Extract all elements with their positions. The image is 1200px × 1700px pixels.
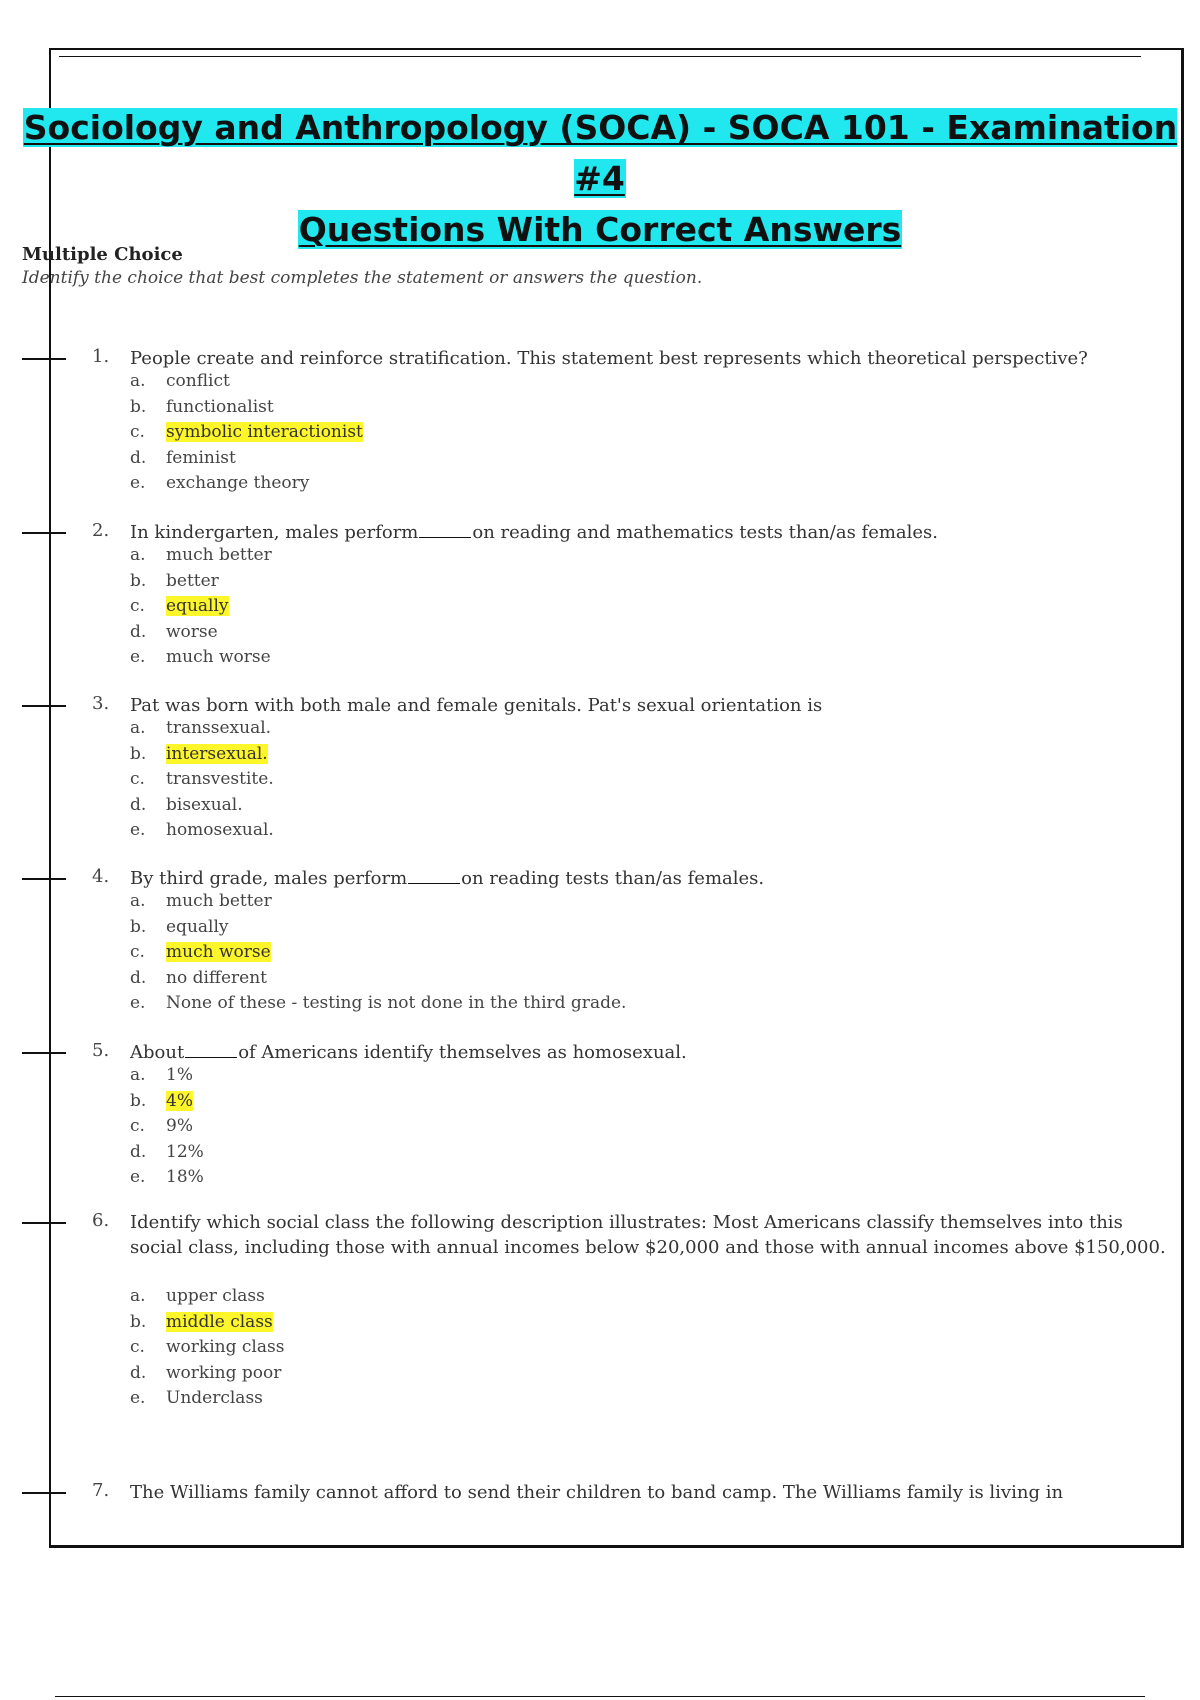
- choice-text: much better: [166, 545, 272, 565]
- choice-letter: b.: [130, 1312, 147, 1332]
- footer-rule: [55, 1696, 1145, 1697]
- document-title: [0, 102, 1200, 255]
- choice-letter: b.: [130, 397, 147, 417]
- question-text-part: of Americans identify themselves as homosexual.: [238, 1042, 687, 1063]
- question-text-part: on reading tests than/as females.: [461, 868, 765, 889]
- choice-text: better: [166, 571, 219, 591]
- choice-letter: c.: [130, 596, 145, 616]
- title-line-2: Questions With Correct Answers: [298, 210, 902, 249]
- question-number: 5.: [92, 1040, 110, 1061]
- choice-letter: d.: [130, 968, 147, 988]
- question-text: [130, 693, 1166, 718]
- choice-letter: e.: [130, 647, 146, 667]
- choice-text: no different: [166, 968, 268, 988]
- choice-text: transvestite.: [166, 769, 274, 789]
- choice-letter: b.: [130, 917, 147, 937]
- top-rule: [59, 56, 1141, 57]
- title-line-1: Sociology and Anthropology (SOCA) - SOCA 101 - Examination #4: [23, 108, 1178, 198]
- question-text: [130, 520, 1166, 545]
- answer-blank[interactable]: [22, 705, 66, 707]
- question-text: [130, 346, 1166, 371]
- correct-answer-highlight: 4%: [166, 1091, 193, 1111]
- correct-answer-highlight: intersexual.: [166, 744, 268, 764]
- question-text: [130, 1210, 1166, 1260]
- choice-text: 9%: [166, 1116, 193, 1136]
- choice-text: conflict: [166, 371, 230, 391]
- fill-in-blank: [408, 869, 460, 884]
- choice-letter: c.: [130, 1116, 145, 1136]
- choice-text: homosexual.: [166, 820, 274, 840]
- choice-letter: e.: [130, 1388, 146, 1408]
- choice-text: working poor: [166, 1363, 282, 1383]
- correct-answer-highlight: equally: [166, 596, 229, 616]
- question-text-part: About: [130, 1042, 185, 1063]
- answer-blank[interactable]: [22, 878, 66, 880]
- choice-letter: d.: [130, 448, 147, 468]
- choice-text: Underclass: [166, 1388, 263, 1408]
- question-number: 7.: [92, 1480, 110, 1501]
- correct-answer-highlight: symbolic interactionist: [166, 422, 363, 442]
- choice-letter: d.: [130, 1363, 147, 1383]
- choice-letter: b.: [130, 571, 147, 591]
- choice-text: transsexual.: [166, 718, 272, 738]
- choice-text: bisexual.: [166, 795, 243, 815]
- choice-text: worse: [166, 622, 218, 642]
- answer-blank[interactable]: [22, 1052, 66, 1054]
- choice-letter: c.: [130, 422, 145, 442]
- answer-blank[interactable]: [22, 1492, 66, 1494]
- question-number: 3.: [92, 693, 110, 714]
- question-text-part: Identify which social class the following description illustrates: Most Americans classify themselves into this social class, including those with annual incomes below $20,000 and those with annual incomes above $150,000.: [130, 1212, 1166, 1258]
- choice-letter: a.: [130, 371, 146, 391]
- question-number: 2.: [92, 520, 110, 541]
- section-heading: Multiple Choice: [22, 244, 183, 265]
- choice-text: equally: [166, 917, 229, 937]
- choice-letter: c.: [130, 942, 145, 962]
- choice-letter: a.: [130, 1286, 146, 1306]
- choice-text: 18%: [166, 1167, 204, 1187]
- choice-letter: e.: [130, 1167, 146, 1187]
- choice-letter: d.: [130, 1142, 147, 1162]
- question-text: [130, 1480, 1166, 1505]
- choice-letter: e.: [130, 820, 146, 840]
- choice-letter: a.: [130, 718, 146, 738]
- fill-in-blank: [185, 1043, 237, 1058]
- choice-text: None of these - testing is not done in the third grade.: [166, 993, 627, 1013]
- choice-text: much better: [166, 891, 272, 911]
- choice-letter: c.: [130, 1337, 145, 1357]
- choice-letter: d.: [130, 622, 147, 642]
- question-number: 6.: [92, 1210, 110, 1231]
- question-text: [130, 866, 1166, 891]
- choice-text: much worse: [166, 647, 271, 667]
- question-number: 4.: [92, 866, 110, 887]
- correct-answer-highlight: much worse: [166, 942, 271, 962]
- answer-blank[interactable]: [22, 1222, 66, 1224]
- choice-letter: d.: [130, 795, 147, 815]
- choice-letter: e.: [130, 473, 146, 493]
- choice-letter: b.: [130, 744, 147, 764]
- choice-letter: c.: [130, 769, 145, 789]
- correct-answer-highlight: middle class: [166, 1312, 273, 1332]
- question-number: 1.: [92, 346, 110, 367]
- answer-blank[interactable]: [22, 532, 66, 534]
- section-instructions: Identify the choice that best completes the statement or answers the question.: [22, 268, 703, 288]
- choice-letter: a.: [130, 1065, 146, 1085]
- choice-text: functionalist: [166, 397, 274, 417]
- choice-letter: b.: [130, 1091, 147, 1111]
- choice-text: feminist: [166, 448, 236, 468]
- answer-blank[interactable]: [22, 358, 66, 360]
- question-text-part: By third grade, males perform: [130, 868, 408, 889]
- fill-in-blank: [419, 523, 471, 538]
- question-text: [130, 1040, 1166, 1065]
- question-text-part: People create and reinforce stratification. This statement best represents which theoretical perspective?: [130, 348, 1088, 369]
- choice-text: exchange theory: [166, 473, 310, 493]
- choice-letter: a.: [130, 545, 146, 565]
- choice-letter: a.: [130, 891, 146, 911]
- question-text-part: In kindergarten, males perform: [130, 522, 419, 543]
- choice-text: upper class: [166, 1286, 265, 1306]
- choice-letter: e.: [130, 993, 146, 1013]
- choice-text: working class: [166, 1337, 285, 1357]
- choice-text: 1%: [166, 1065, 193, 1085]
- choice-text: 12%: [166, 1142, 204, 1162]
- question-text-part: on reading and mathematics tests than/as females.: [472, 522, 939, 543]
- question-text-part: The Williams family cannot afford to send their children to band camp. The Williams family is living in: [130, 1482, 1064, 1503]
- question-text-part: Pat was born with both male and female genitals. Pat's sexual orientation is: [130, 695, 823, 716]
